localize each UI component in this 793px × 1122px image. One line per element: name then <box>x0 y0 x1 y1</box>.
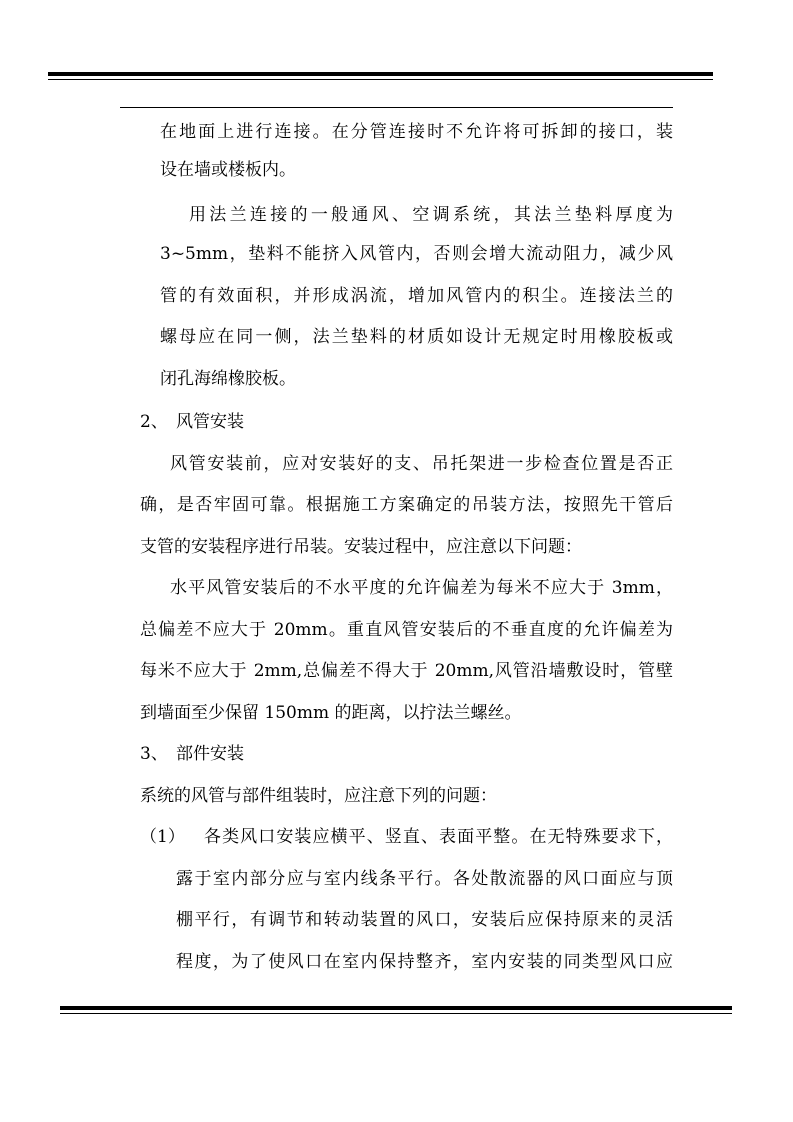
text-line: 设在墙或楼板内。 <box>160 160 296 180</box>
text-line: 到墙面至少保留 150mm 的距离，以拧法兰螺丝。 <box>140 703 522 723</box>
text-line: 各类风口安装应横平、竖直、表面平整。在无特殊要求下， <box>204 827 673 847</box>
text-line: 确，是否牢固可靠。根据施工方案确定的吊装方法，按照先干管后 <box>140 495 673 515</box>
header-rule <box>120 107 673 108</box>
text-line: 总偏差不应大于 20mm。重直风管安装后的不垂直度的允许偏差为 <box>140 620 673 640</box>
text-line: 风管安装前，应对安装好的支、吊托架进一步检查位置是否正 <box>170 454 673 474</box>
text-line: 水平风管安装后的不水平度的允许偏差为每米不应大于 3mm， <box>170 578 673 598</box>
components-intro: 系统的风管与部件组装时，应注意下列的问题： <box>140 786 497 806</box>
text-line: 管的有效面积，并形成涡流，增加风管内的积尘。连接法兰的 <box>160 286 673 306</box>
bottom-double-rule-thin <box>60 1013 732 1014</box>
list-item-number: （1） <box>140 827 185 847</box>
bottom-double-rule-thick <box>60 1006 732 1010</box>
text-line: 每米不应大于 2mm,总偏差不得大于 20mm,风管沿墙敷设时，管壁 <box>140 661 673 681</box>
section-number: 2、 <box>140 412 168 432</box>
text-line: 螺母应在同一侧，法兰垫料的材质如设计无规定时用橡胶板或 <box>160 327 673 347</box>
text-line: 棚平行，有调节和转动装置的风口，安装后应保持原来的灵活 <box>176 910 673 930</box>
text-line: 露于室内部分应与室内线条平行。各处散流器的风口面应与顶 <box>176 869 673 889</box>
text-line: 在地面上进行连接。在分管连接时不允许将可拆卸的接口，装 <box>160 122 673 142</box>
top-double-rule-thick <box>48 72 713 76</box>
text-line: 用法兰连接的一般通风、空调系统，其法兰垫料厚度为 <box>189 205 673 225</box>
text-line: 支管的安装程序进行吊装。安装过程中，应注意以下问题： <box>140 537 582 557</box>
section-title: 风管安装 <box>176 412 244 432</box>
text-line: 程度，为了使风口在室内保持整齐，室内安装的同类型风口应 <box>176 952 673 972</box>
section-number: 3、 <box>140 744 168 764</box>
text-line: 3~5mm，垫料不能挤入风管内，否则会增大流动阻力，减少风 <box>160 244 673 264</box>
section-title: 部件安装 <box>176 744 244 764</box>
text-line: 闭孔海绵橡胶板。 <box>160 369 296 389</box>
top-double-rule-thin <box>48 79 713 80</box>
